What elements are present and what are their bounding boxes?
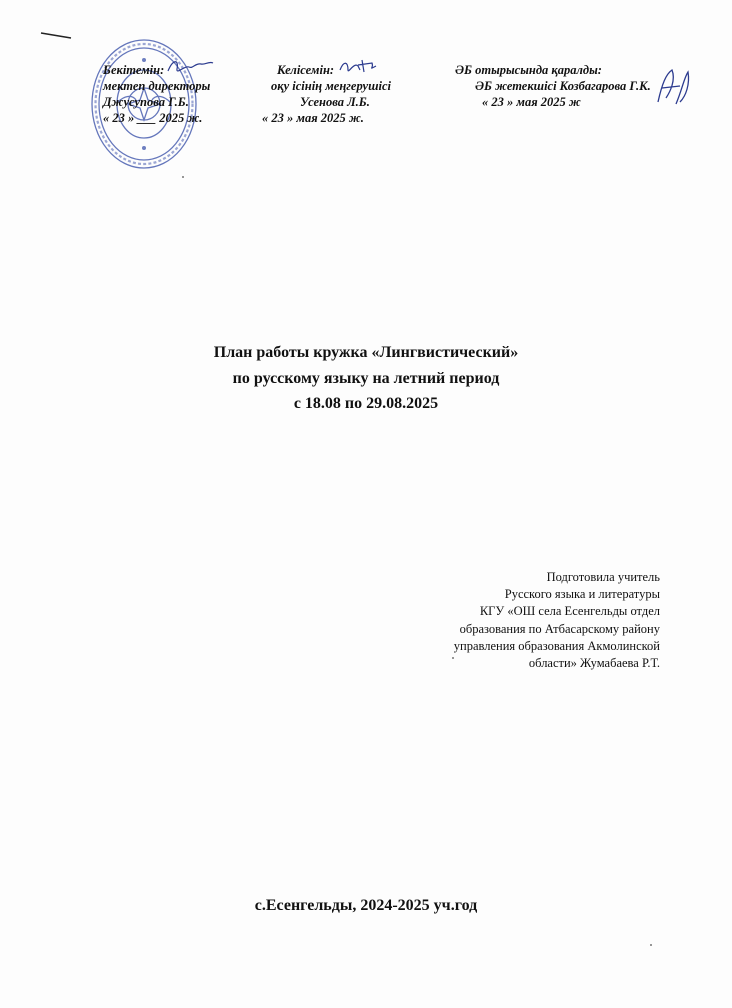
prepared-by-line: Русского языка и литературы (504, 587, 660, 602)
approval-block-methodical-union (455, 62, 651, 110)
scan-speck (182, 176, 184, 178)
prepared-by-line: КГУ «ОШ села Есенгельды отдел (479, 604, 660, 619)
scan-speck (650, 944, 652, 946)
approval-heading: Келісемін: (277, 63, 335, 77)
document-title (0, 340, 732, 417)
title-line: по русскому языку на летний период (232, 369, 500, 387)
prepared-by-block (454, 569, 660, 672)
pen-stroke-mark (40, 30, 72, 40)
prepared-by-line: управления образования Акмолинской (453, 638, 660, 653)
prepared-by-line: Подготовила учитель (546, 570, 660, 584)
approval-position: ӘБ жетекшісі Козбагарова Г.К. (475, 79, 651, 93)
approval-name: Усенова Л.Б. (300, 95, 370, 109)
approval-heading: ӘБ отырысында қаралды: (455, 63, 602, 77)
approval-position: мектеп директоры (103, 79, 211, 93)
title-line: с 18.08 по 29.08.2025 (293, 395, 439, 412)
scan-speck (452, 657, 454, 659)
approval-heading: Бекітемін: (103, 63, 165, 77)
signature-methodical-head-icon (652, 64, 692, 108)
place-and-year: с.Есенгельды, 2024-2025 уч.год (254, 897, 478, 914)
approval-date: « 23 » мая 2025 ж. (262, 111, 364, 125)
signature-director-icon (165, 55, 215, 79)
approval-name: Джусупова Г.Б. (103, 95, 189, 109)
prepared-by-line: области» Жумабаева Р.Т. (528, 656, 660, 671)
approval-date: « 23 » мая 2025 ж (482, 95, 581, 109)
approval-position: оқу ісінің меңгерушісі (271, 79, 391, 93)
signature-head-teacher-icon (338, 56, 378, 78)
approval-date: « 23 » ___ 2025 ж. (103, 111, 203, 125)
prepared-by-line: образования по Атбасарскому району (459, 621, 660, 636)
title-line: План работы кружка «Лингвистический» (213, 344, 519, 361)
